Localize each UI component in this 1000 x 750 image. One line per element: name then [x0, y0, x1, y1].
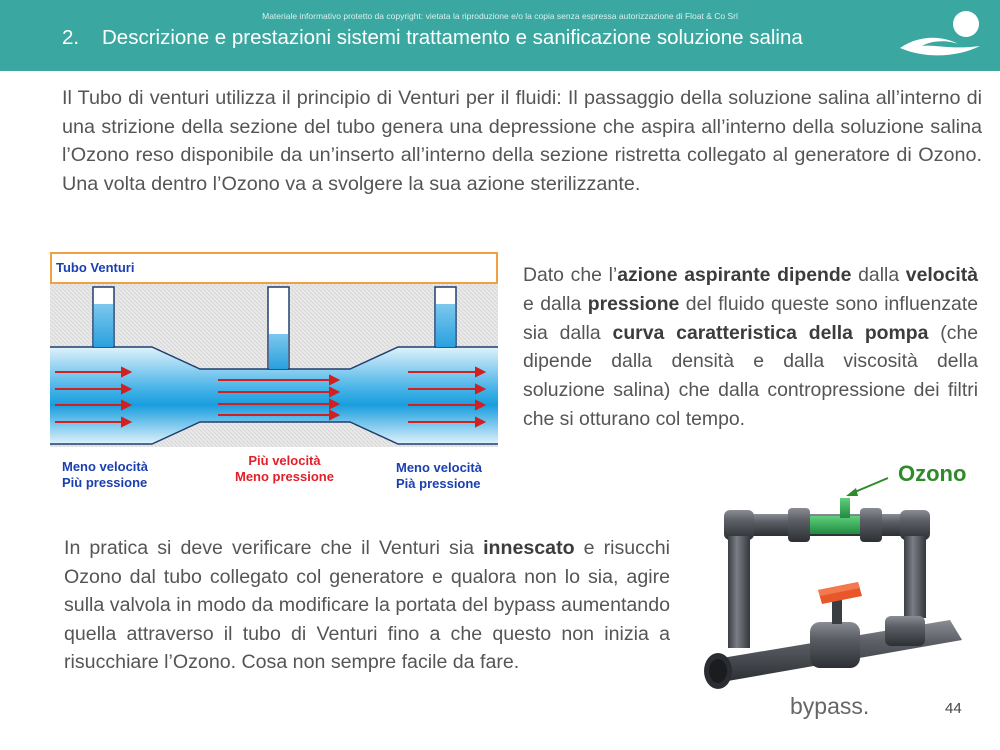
label-left-line2: Più pressione — [62, 475, 148, 490]
header-bar — [0, 0, 1000, 71]
side-text: del fluido queste sono influenzate sia dalla — [523, 292, 979, 344]
label-mid-line2: Meno pressione — [235, 469, 334, 484]
label-right-line2: Pià pressione — [396, 476, 481, 491]
page-title — [62, 26, 803, 50]
page-number: 44 — [945, 700, 962, 717]
logo-icon — [898, 10, 982, 60]
label-left — [62, 459, 148, 491]
side-bold: curva caratteristica della pompa — [612, 321, 929, 344]
bottom-text: e risucchi Ozono dal tubo collegato col generatore e qualora non lo sia, agire sulla valvola in modo da modificare la portata del bypass aumentando quella attraverso il tubo di Venturi fino a che questo non inizia a risucchiare l’Ozono. Cosa non sempre facile da fare. — [64, 537, 670, 674]
side-text: e dalla — [523, 292, 588, 315]
title-text: Descrizione e prestazioni sistemi trattamento e sanificazione soluzione salina — [102, 26, 803, 49]
label-mid-line1: Più velocità — [248, 453, 321, 468]
intro-paragraph: Il Tubo di venturi utilizza il principio di Venturi per il fluidi: Il passaggio della soluzione salina all’interno di una strizione della sezione del tubo genera una depressione che aspira all’interno della soluzione salina l’Ozono reso disponibile da un’inserto all’interno della sezione ristretta collegato al generatore di Ozono. Una volta dentro l’Ozono va a svolgere la sua azione sterilizzante. — [62, 87, 982, 196]
section-number: 2. — [62, 26, 80, 49]
label-middle — [235, 453, 334, 485]
side-text: Dato che l’ — [523, 264, 618, 286]
bottom-text: In pratica si deve verificare che il Venturi sia — [64, 537, 484, 559]
side-bold: pressione — [587, 292, 680, 315]
copyright-notice: Materiale informativo protetto da copyright: vietata la riproduzione e/o la copia senza espressa autorizzazione di Float & Co Srl — [262, 11, 738, 21]
label-left-line1: Meno velocità — [62, 459, 148, 474]
bottom-paragraph — [64, 534, 670, 677]
side-bold: velocità — [905, 264, 978, 286]
venturi-diagram — [50, 252, 500, 498]
bottom-bold: innescato — [483, 537, 575, 559]
venturi-bypass-photo — [700, 470, 990, 705]
bypass-label: bypass. — [790, 693, 870, 719]
side-paragraph — [523, 261, 978, 434]
ozone-label: Ozono — [898, 461, 967, 486]
side-text: dalla — [851, 264, 906, 286]
label-right — [396, 460, 482, 492]
label-right-line1: Meno velocità — [396, 460, 482, 475]
side-text: (che dipende dalla densità e dalla viscosità della soluzione salina) che dalla contropressione dei filtri che si otturano col tempo. — [523, 321, 979, 430]
diagram-title: Tubo Venturi — [56, 260, 135, 275]
side-bold: azione aspirante dipende — [617, 264, 852, 286]
